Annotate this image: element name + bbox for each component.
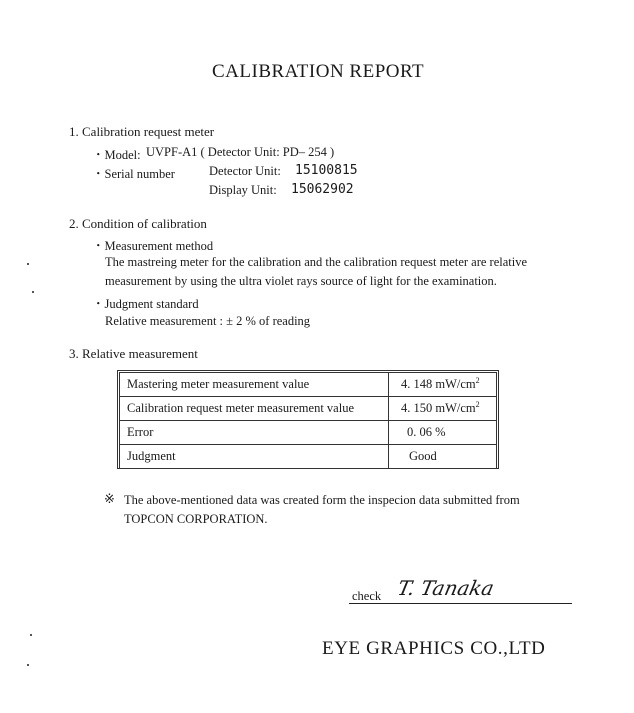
check-label: check xyxy=(352,589,382,603)
signature-line xyxy=(349,603,572,604)
section1-heading: 1. Calibration request meter xyxy=(69,124,215,139)
method-text-line1: The mastreing meter for the calibration and the calibration request meter are relative xyxy=(105,255,528,269)
note-line2: TOPCON CORPORATION. xyxy=(124,512,268,526)
scan-speck xyxy=(27,664,29,666)
note-mark: ※ xyxy=(104,491,115,506)
row-label: Calibration request meter measurement value xyxy=(120,397,389,421)
report-title: CALIBRATION REPORT xyxy=(212,61,425,82)
table-row xyxy=(120,373,497,397)
row-value: 0. 06 % xyxy=(389,421,497,445)
row-value: 4. 150 $mW/cm^2$ xyxy=(389,397,497,421)
model-label: ・Model: xyxy=(92,148,141,162)
company-name: EYE GRAPHICS CO.,LTD xyxy=(322,638,546,659)
note-line1: The above-mentioned data was created form the inspecion data submitted from xyxy=(124,493,520,507)
detector-unit-value: 15100815 xyxy=(295,163,358,178)
section3-heading: 3. Relative measurement xyxy=(69,346,198,361)
row-value: Good xyxy=(389,445,497,469)
display-unit-label: Display Unit: xyxy=(209,183,277,197)
row-label: Judgment xyxy=(120,445,389,469)
row-label: Error xyxy=(120,421,389,445)
serial-label: ・Serial number xyxy=(92,167,175,181)
table-row xyxy=(120,421,497,445)
display-unit-value: 15062902 xyxy=(291,182,354,197)
scan-speck xyxy=(30,634,32,636)
signature: T. Tanaka xyxy=(395,576,497,600)
method-text-line2: measurement by using the ultra violet rays source of light for the examination. xyxy=(105,274,497,288)
table-row xyxy=(120,445,497,469)
model-value: UVPF-A1 ( Detector Unit: PD– 254 ) xyxy=(146,145,335,159)
scan-speck xyxy=(32,291,34,293)
relative-measurement-table xyxy=(119,372,497,469)
row-label: Mastering meter measurement value xyxy=(120,373,389,397)
table-row xyxy=(120,397,497,421)
row-value: 4. 148 $mW/cm^2$ xyxy=(389,373,497,397)
scan-speck xyxy=(27,263,29,265)
detector-unit-label: Detector Unit: xyxy=(209,164,281,178)
measurement-method-label: ・Measurement method xyxy=(92,239,214,253)
judgment-standard-label: ・Judgment standard xyxy=(92,297,199,311)
judgment-standard-value: Relative measurement : ± 2 % of reading xyxy=(105,314,311,328)
section2-heading: 2. Condition of calibration xyxy=(69,216,207,231)
